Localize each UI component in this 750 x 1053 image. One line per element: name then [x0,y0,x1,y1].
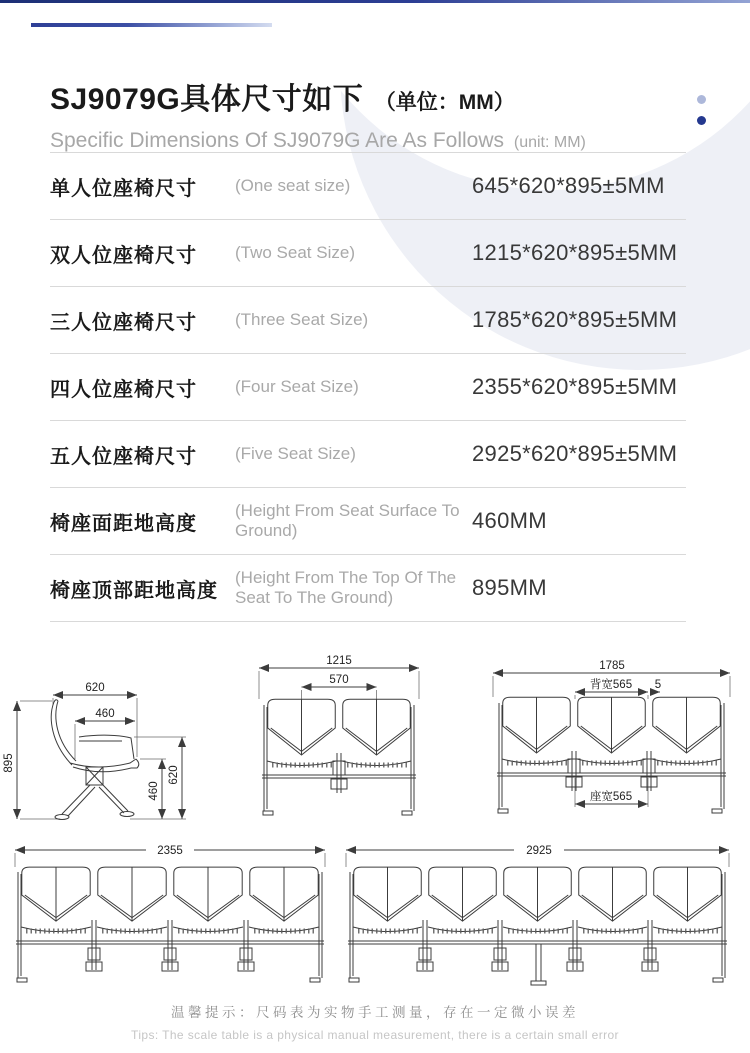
title-cn: SJ9079G具体尺寸如下 [50,83,364,116]
page-subtitle [50,129,586,153]
spec-value: 460MM [472,508,547,533]
dim-label-seat-width: 座宽565 [589,791,633,803]
spec-label-en: (Height From Seat Surface To Ground) [235,500,460,540]
spec-label-en: (Five Seat Size) [235,443,356,463]
subtitle-en: Specific Dimensions Of SJ9079G Are As Follows [50,129,505,152]
table-row [50,287,686,354]
dim-label-back-width: 背宽565 [589,679,633,691]
spec-value: 2355*620*895±5MM [472,374,678,399]
table-row [50,555,686,622]
decor-dot-dark [697,116,706,125]
drawing-two-seat [250,653,425,825]
spec-table [50,152,686,622]
dim-label-side-seat-height: 460 [148,781,160,801]
spec-label-en: (Height From The Top Of The Seat To The Ground) [235,567,457,607]
dim-label-side-seat-depth: 460 [95,708,115,720]
drawing-five-seat [342,838,738,990]
tip-text-cn: 温馨提示：尺码表为实物手工测量，存在一定微小误差 [171,1005,579,1020]
dim-label-three-seat-width: 1785 [599,660,625,672]
title-accent-line [31,23,272,27]
spec-label-en: (Three Seat Size) [235,309,369,329]
table-row [50,421,686,488]
spec-label-cn: 单人位座椅尺寸 [50,177,197,200]
spec-value: 1785*620*895±5MM [472,307,678,332]
table-row [50,488,686,555]
spec-label-cn: 四人位座椅尺寸 [50,378,197,401]
spec-value: 895MM [472,575,547,600]
spec-label-en: (Two Seat Size) [235,242,355,262]
spec-label-cn: 椅座顶部距地高度 [50,579,218,602]
spec-label-cn: 五人位座椅尺寸 [50,445,197,468]
dim-label-four-seat-width: 2355 [157,845,183,857]
subtitle-unit: (unit: MM) [513,134,586,151]
dim-label-back-gap: 5 [654,679,662,691]
decor-dot-light [697,95,706,104]
tip-text-en: Tips: The scale table is a physical manual measurement, there is a certain small error [131,1028,619,1042]
spec-label-cn: 椅座面距地高度 [50,512,197,535]
spec-label-cn: 三人位座椅尺寸 [50,311,197,334]
spec-value: 2925*620*895±5MM [472,441,678,466]
drawing-side-view [0,655,200,827]
dim-label-side-back-height: 620 [168,765,180,785]
dim-label-side-top-width: 620 [85,682,105,694]
footer-tips [0,1001,750,1042]
spec-label-en: (Four Seat Size) [235,376,359,396]
dim-label-side-total-height: 895 [3,753,15,773]
spec-label-cn: 双人位座椅尺寸 [50,244,197,267]
table-row [50,220,686,287]
title-unit: （单位：MM） [374,91,515,114]
table-row [50,354,686,421]
drawing-four-seat [12,838,330,990]
table-row [50,153,686,220]
dim-label-five-seat-width: 2925 [526,845,552,857]
drawing-three-seat [484,651,746,823]
page-title [50,74,586,118]
spec-label-en: (One seat size) [235,175,351,195]
top-accent-bar [0,0,750,3]
dim-label-two-seat-width: 1215 [326,655,352,667]
spec-value: 1215*620*895±5MM [472,240,678,265]
dim-label-two-seat-pitch: 570 [329,674,349,686]
spec-value: 645*620*895±5MM [472,173,665,198]
page-header [50,74,586,153]
